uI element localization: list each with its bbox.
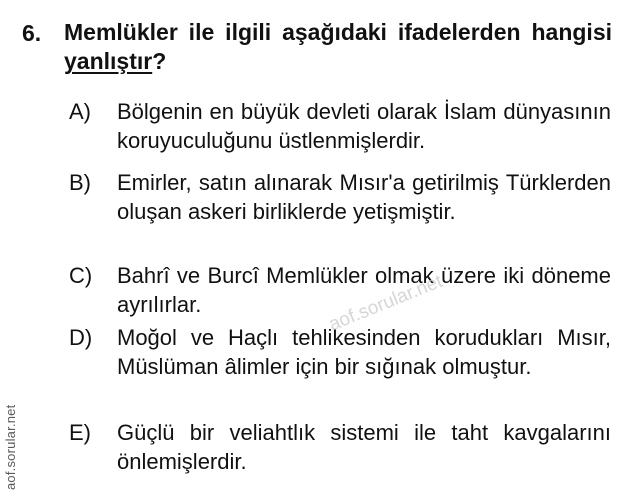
option-text: Emirler, satın alınarak Mısır'a getirilmiş Türklerden oluşan askeri birliklerde yetişmiştir. bbox=[117, 170, 611, 224]
option-letter: A) bbox=[69, 99, 91, 124]
option-letter: D) bbox=[69, 325, 93, 350]
watermark-side: aof.sorular.net bbox=[3, 404, 18, 490]
option-letter: E) bbox=[69, 420, 91, 445]
option-text: Bölgenin en büyük devleti olarak İslam dünyasının koruyuculuğunu üstlenmişlerdir. bbox=[117, 99, 611, 153]
option-text: Bahrî ve Burcî Memlükler olmak üzere iki döneme ayrılırlar. bbox=[117, 263, 611, 317]
option-text: Moğol ve Haçlı tehlikesinden korudukları Mısır, Müslüman âlimler için bir sığınak olmuştur. bbox=[117, 325, 611, 379]
question-number: 6. bbox=[22, 20, 42, 46]
option-text: Güçlü bir veliahtlık sistemi ile taht kavgalarını önlemişlerdir. bbox=[117, 420, 611, 474]
question-stem-text: Memlükler ile ilgili aşağıdaki ifadelerden hangisi bbox=[64, 19, 612, 45]
question-stem-emphasis: yanlıştır bbox=[64, 48, 153, 74]
question-stem-end: ? bbox=[152, 48, 167, 74]
watermark-center: aof.sorular.net bbox=[326, 270, 446, 336]
question-stem bbox=[64, 18, 612, 76]
option-letter: C) bbox=[69, 263, 93, 288]
option-letter: B) bbox=[69, 170, 91, 195]
